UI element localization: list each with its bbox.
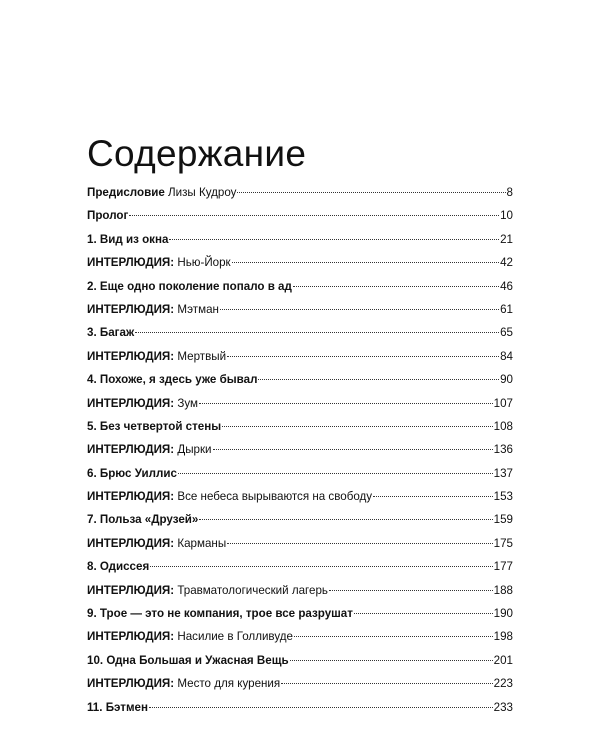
toc-entry[interactable] [87,625,513,648]
toc-entry-page-number: 136 [493,443,513,457]
dot-leader [237,192,505,193]
toc-entry-page-number: 198 [493,630,513,644]
toc-entry-page-number: 84 [500,349,513,363]
toc-entry-bold-text: ИНТЕРЛЮДИЯ: [87,536,175,550]
toc-entry-label [87,485,372,508]
dot-leader [129,215,499,216]
toc-entry[interactable] [87,672,513,695]
toc-entry-label [87,579,328,602]
toc-entry-label [87,672,280,695]
toc-entry-label [87,415,221,438]
toc-entry[interactable] [87,579,513,602]
dot-leader [220,309,499,310]
toc-entry[interactable] [87,298,513,321]
toc-entry-page-number: 107 [493,396,513,410]
toc-entry-page-number: 137 [493,466,513,480]
toc-entry-page-number: 90 [500,373,513,387]
dot-leader [169,239,499,240]
toc-entry-regular-text: Дырки [174,443,212,457]
toc-entry[interactable] [87,508,513,531]
toc-entry-bold-text: ИНТЕРЛЮДИЯ: [87,256,175,270]
toc-entry-page-number: 65 [500,326,513,340]
toc-entry-label [87,181,236,204]
toc-entry-bold-text: ИНТЕРЛЮДИЯ: [87,443,175,457]
toc-entry-page-number: 177 [493,560,513,574]
page-title: Содержание [87,133,307,174]
toc-entry-page-number: 61 [500,302,513,316]
dot-leader [294,636,493,637]
toc-entry[interactable] [87,555,513,578]
toc-entry-page-number: 190 [493,607,513,621]
toc-entry-label [87,438,212,461]
toc-entry-bold-text: Пролог [87,209,129,223]
toc-entry-page-number: 223 [493,677,513,691]
toc-entry[interactable] [87,532,513,555]
toc-entry-label [87,321,134,344]
toc-entry-label [87,298,219,321]
dot-leader [258,379,499,380]
toc-entry-bold-text: 6. Брюс Уиллис [87,466,177,480]
dot-leader [373,496,493,497]
toc-entry-regular-text: Лизы Кудроу [164,186,237,199]
toc-entry-regular-text: Все небеса вырываются на свободу [174,490,373,504]
toc-entry[interactable] [87,602,513,625]
toc-entry-label [87,368,257,391]
toc-entry-label [87,602,353,625]
toc-entry-page-number: 46 [500,279,513,293]
toc-entry[interactable] [87,415,513,438]
dot-leader [199,403,493,404]
toc-entry-bold-text: ИНТЕРЛЮДИЯ: [87,396,175,410]
toc-entry-page-number: 10 [500,209,513,223]
toc-entry[interactable] [87,392,513,415]
toc-entry[interactable] [87,438,513,461]
dot-leader [213,449,493,450]
toc-entry-regular-text: Травматологический лагерь [174,583,328,597]
dot-leader [329,590,493,591]
toc-entry-page-number: 159 [493,513,513,527]
toc-entry-page-number: 233 [493,700,513,714]
toc-entry-page-number: 42 [500,256,513,270]
toc-entry-bold-text: 5. Без четвертой стены [87,419,222,433]
dot-leader [281,683,492,684]
toc-entry[interactable] [87,462,513,485]
toc-entry-label [87,462,177,485]
toc-entry-label [87,392,198,415]
toc-entry-page-number: 8 [506,186,513,199]
toc-entry-label [87,625,293,648]
dot-leader [178,473,493,474]
toc-entry-label [87,555,149,578]
toc-entry-bold-text: ИНТЕРЛЮДИЯ: [87,583,175,597]
dot-leader [199,519,492,520]
toc-entry-regular-text: Мэтман [174,302,219,316]
toc-entry-label [87,508,198,531]
toc-entry-label [87,696,148,719]
toc-entry-bold-text: 3. Багаж [87,326,135,340]
toc-entry-label [87,532,226,555]
toc-entry-page-number: 21 [500,232,513,246]
toc-entry[interactable] [87,649,513,672]
toc-entry-bold-text: 11. Бэтмен [87,700,148,714]
toc-entry-regular-text: Карманы [174,536,227,550]
dot-leader [290,660,493,661]
dot-leader [150,566,492,567]
toc-entry-bold-text: 7. Польза «Друзей» [87,513,199,527]
toc-entry-bold-text: ИНТЕРЛЮДИЯ: [87,490,175,504]
toc-entry-page-number: 175 [493,536,513,550]
toc-entry-bold-text: ИНТЕРЛЮДИЯ: [87,630,175,644]
toc-entry-label [87,251,231,274]
table-of-contents [87,181,513,719]
toc-entry[interactable] [87,275,513,298]
toc-entry-label [87,345,226,368]
toc-entry-label [87,649,289,672]
toc-entry-bold-text: ИНТЕРЛЮДИЯ: [87,677,175,691]
dot-leader [227,356,499,357]
toc-entry-bold-text: ИНТЕРЛЮДИЯ: [87,349,175,363]
toc-entry-page-number: 188 [493,583,513,597]
toc-entry-bold-text: 10. Одна Большая и Ужасная Вещь [87,653,289,667]
dot-leader [222,426,493,427]
dot-leader [149,707,493,708]
dot-leader [293,286,499,287]
toc-entry[interactable] [87,228,513,251]
toc-entry-label [87,275,292,298]
toc-entry-regular-text: Насилие в Голливуде [174,630,293,644]
toc-entry[interactable] [87,485,513,508]
toc-entry-page-number: 201 [493,653,513,667]
toc-entry-regular-text: Зум [174,396,198,410]
toc-entry-regular-text: Нью-Йорк [174,256,231,270]
toc-entry-bold-text: 1. Вид из окна [87,232,169,246]
toc-entry-bold-text: Предисловие [87,186,165,199]
dot-leader [227,543,493,544]
toc-entry-label [87,204,128,227]
toc-entry-regular-text: Мертвый [174,349,227,363]
toc-entry[interactable] [87,321,513,344]
toc-entry-page-number: 153 [493,490,513,504]
toc-entry-bold-text: 4. Похоже, я здесь уже бывал [87,373,258,387]
dot-leader [232,262,499,263]
dot-leader [354,613,493,614]
toc-entry-bold-text: 8. Одиссея [87,560,150,574]
toc-entry[interactable] [87,696,513,719]
toc-entry[interactable] [87,368,513,391]
toc-entry-bold-text: 9. Трое — это не компания, трое все разрушат [87,607,353,621]
toc-entry[interactable] [87,204,513,227]
toc-entry-bold-text: ИНТЕРЛЮДИЯ: [87,302,175,316]
dot-leader [135,332,499,333]
toc-entry[interactable] [87,181,513,204]
toc-entry[interactable] [87,345,513,368]
toc-entry-label [87,228,168,251]
toc-entry-page-number: 108 [493,419,513,433]
toc-entry-regular-text: Место для курения [174,677,281,691]
toc-entry-bold-text: 2. Еще одно поколение попало в ад [87,279,292,293]
toc-entry[interactable] [87,251,513,274]
